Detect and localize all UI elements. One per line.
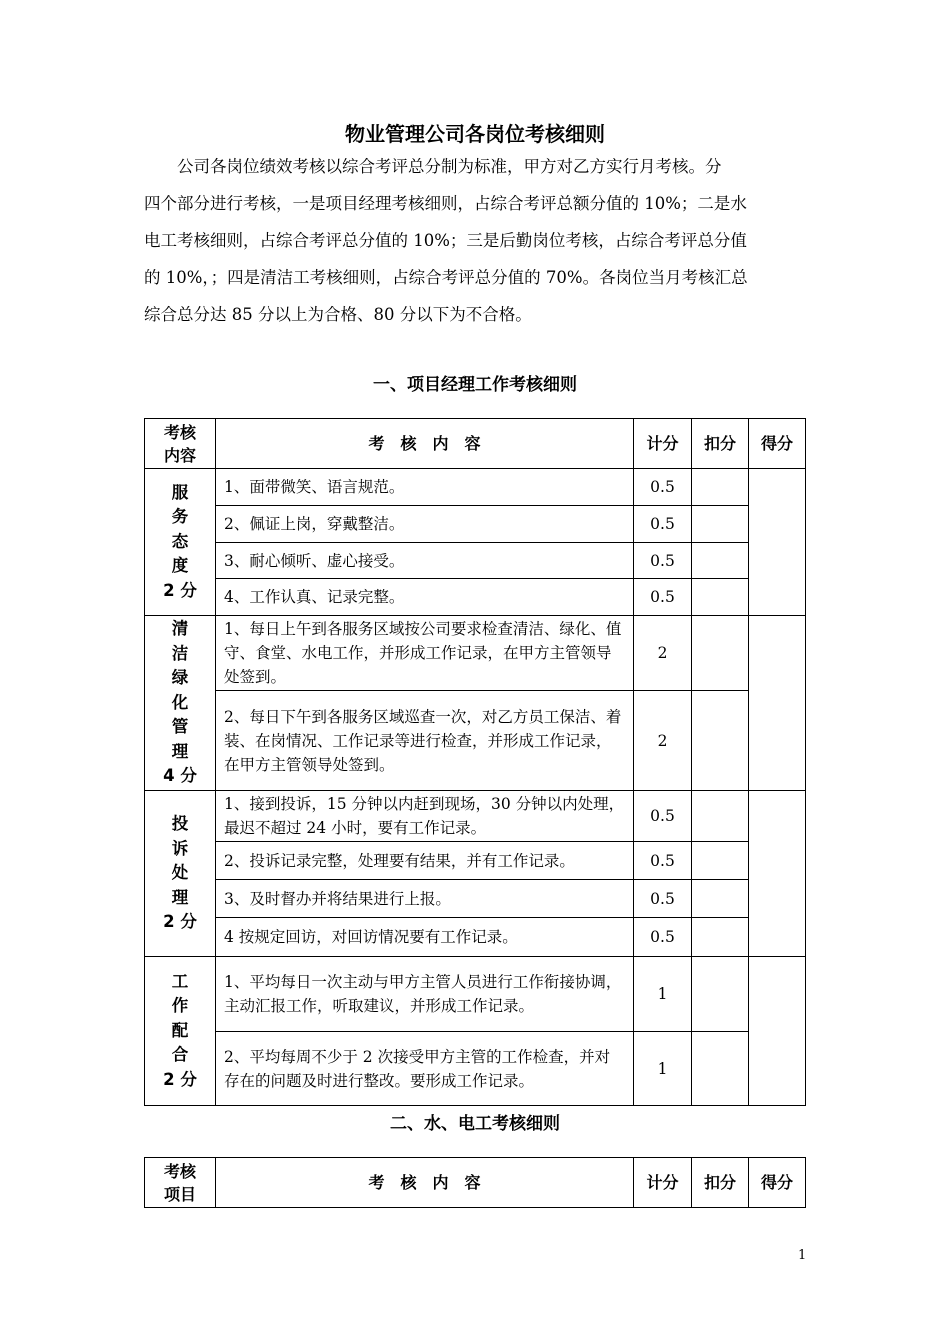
table-row — [145, 1032, 806, 1106]
category-cell: 工 作 配 合 2 分 — [145, 957, 216, 1106]
score-cell: 0.5 — [634, 880, 692, 918]
content-cell: 4、工作认真、记录完整。 — [216, 579, 634, 616]
score-cell: 0.5 — [634, 469, 692, 506]
table-row — [145, 791, 806, 842]
deduct-cell — [692, 880, 749, 918]
category-cell: 投 诉 处 理 2 分 — [145, 791, 216, 957]
section-title: 二、水、电工考核细则 — [390, 1114, 560, 1134]
page-number: 1 — [798, 1248, 807, 1263]
score-cell: 0.5 — [634, 506, 692, 543]
manager-assessment-table — [144, 418, 806, 1106]
table-row — [145, 842, 806, 880]
table-row — [145, 918, 806, 957]
score-cell: 0.5 — [634, 918, 692, 957]
score-cell: 2 — [634, 616, 692, 691]
earned-cell — [749, 791, 806, 957]
content-cell: 1、接到投诉，15 分钟以内赶到现场，30 分钟以内处理，最迟不超过 24 小时，要有工作记录。 — [216, 791, 634, 842]
score-cell: 1 — [634, 1032, 692, 1106]
content-cell: 4 按规定回访，对回访情况要有工作记录。 — [216, 918, 634, 957]
category-cell: 服 务 态 度 2 分 — [145, 469, 216, 616]
deduct-cell — [692, 469, 749, 506]
deduct-cell — [692, 842, 749, 880]
deduct-cell — [692, 616, 749, 691]
deduct-cell — [692, 918, 749, 957]
electrician-assessment-table — [144, 1157, 806, 1208]
table-row — [145, 579, 806, 616]
section-title: 一、项目经理工作考核细则 — [373, 375, 577, 395]
category-cell: 清 洁 绿 化 管 理 4 分 — [145, 616, 216, 791]
table-row — [145, 506, 806, 543]
deduct-cell — [692, 543, 749, 579]
deduct-cell — [692, 691, 749, 791]
header-category: 考核内容 — [145, 419, 216, 469]
intro-line: 公司各岗位绩效考核以综合考评总分制为标准，甲方对乙方实行月考核。分 — [177, 157, 722, 176]
intro-line: 的 10%，；四是清洁工考核细则，占综合考评总分值的 70%。各岗位当月考核汇总 — [144, 268, 748, 287]
table-row — [145, 543, 806, 579]
header-earned: 得分 — [749, 1158, 806, 1208]
document-title: 物业管理公司各岗位考核细则 — [345, 122, 605, 146]
header-deduct: 扣分 — [692, 419, 749, 469]
content-cell: 2、每日下午到各服务区域巡查一次，对乙方员工保洁、着装、在岗情况、工作记录等进行检查，并形成工作记录，在甲方主管领导处签到。 — [216, 691, 634, 791]
score-cell: 0.5 — [634, 579, 692, 616]
intro-line: 四个部分进行考核，一是项目经理考核细则，占综合考评总额分值的 10%；二是水 — [144, 194, 747, 213]
table-header-row — [145, 1158, 806, 1208]
deduct-cell — [692, 579, 749, 616]
table-row — [145, 957, 806, 1032]
table-row — [145, 469, 806, 506]
header-category: 考核项目 — [145, 1158, 216, 1208]
score-cell: 1 — [634, 957, 692, 1032]
deduct-cell — [692, 791, 749, 842]
header-score: 计分 — [634, 419, 692, 469]
score-cell: 0.5 — [634, 543, 692, 579]
header-earned: 得分 — [749, 419, 806, 469]
score-cell: 0.5 — [634, 842, 692, 880]
deduct-cell — [692, 1032, 749, 1106]
content-cell: 2、投诉记录完整，处理要有结果，并有工作记录。 — [216, 842, 634, 880]
content-cell: 2、平均每周不少于 2 次接受甲方主管的工作检查，并对存在的问题及时进行整改。要形成工作记录。 — [216, 1032, 634, 1106]
header-content: 考 核 内 容 — [216, 419, 634, 469]
earned-cell — [749, 616, 806, 791]
header-score: 计分 — [634, 1158, 692, 1208]
content-cell: 1、每日上午到各服务区域按公司要求检查清洁、绿化、值守、食堂、水电工作，并形成工作记录，在甲方主管领导处签到。 — [216, 616, 634, 691]
intro-line: 电工考核细则，占综合考评总分值的 10%；三是后勤岗位考核，占综合考评总分值 — [144, 231, 747, 250]
table-row — [145, 616, 806, 691]
table-row — [145, 880, 806, 918]
intro-paragraph — [144, 148, 806, 333]
earned-cell — [749, 469, 806, 616]
content-cell: 1、平均每日一次主动与甲方主管人员进行工作衔接协调，主动汇报工作，听取建议，并形成工作记录。 — [216, 957, 634, 1032]
intro-line: 综合总分达 85 分以上为合格、80 分以下为不合格。 — [144, 305, 532, 324]
table-row — [145, 691, 806, 791]
score-cell: 0.5 — [634, 791, 692, 842]
header-content: 考 核 内 容 — [216, 1158, 634, 1208]
earned-cell — [749, 957, 806, 1106]
content-cell: 2、佩证上岗，穿戴整洁。 — [216, 506, 634, 543]
score-cell: 2 — [634, 691, 692, 791]
content-cell: 1、面带微笑、语言规范。 — [216, 469, 634, 506]
table-header-row — [145, 419, 806, 469]
deduct-cell — [692, 957, 749, 1032]
content-cell: 3、及时督办并将结果进行上报。 — [216, 880, 634, 918]
header-deduct: 扣分 — [692, 1158, 749, 1208]
deduct-cell — [692, 506, 749, 543]
content-cell: 3、耐心倾听、虚心接受。 — [216, 543, 634, 579]
